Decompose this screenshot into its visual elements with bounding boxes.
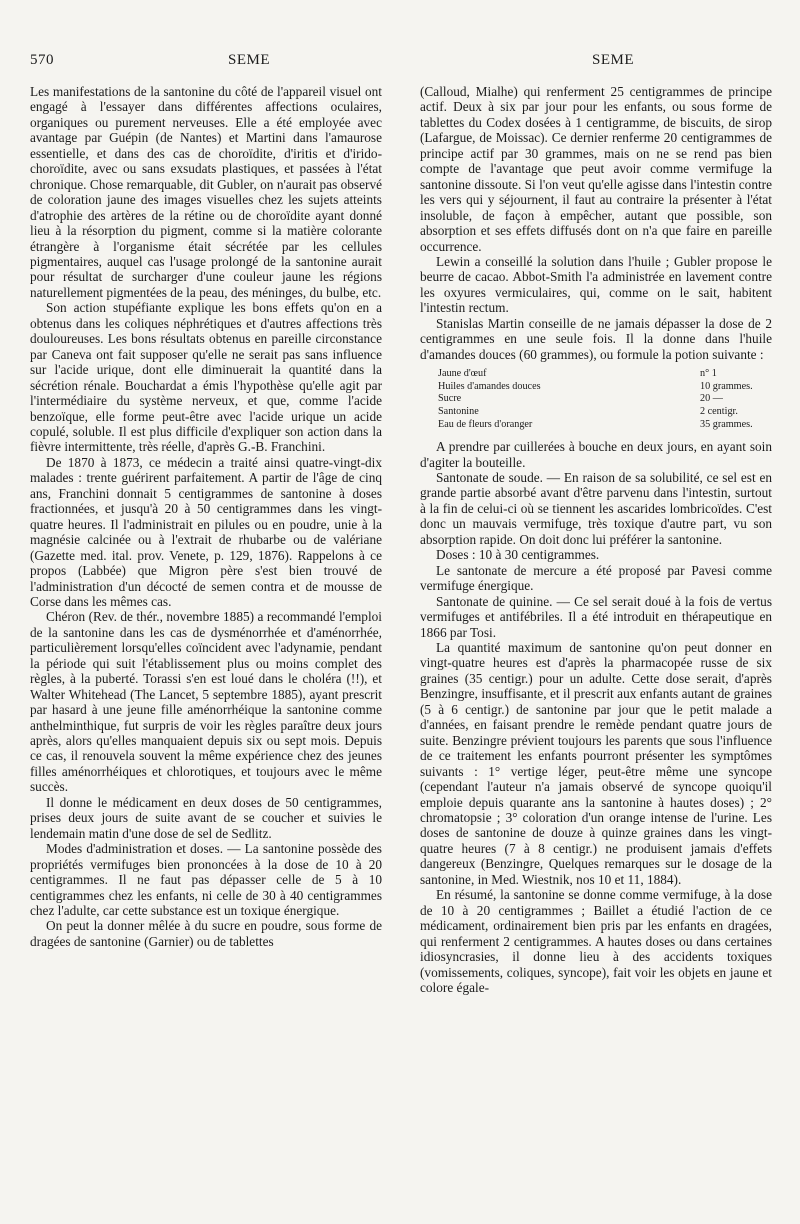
left-column (30, 84, 382, 949)
paragraph: Stanislas Martin conseille de ne jamais dépasser la dose de 2 centigrammes en une seule fois. Il la donne dans l'huile d'amandes douces (60 grammes), ou formule la potion suivante : (420, 315, 772, 362)
paragraph: On peut la donner mêlée à du sucre en poudre, sous forme de dragées de santonine (Garnier) ou de tablettes (30, 918, 382, 949)
paragraph: Les manifestations de la santonine du côté de l'appareil visuel ont engagé à l'essayer dans différentes affections oculaires, organiques ou purement nerveuses. Elle a été employée avec avantage par Guépin (de Nantes) et Martini dans l'amaurose essentielle, et dans des cas de choroïdite, d'iritis et d'irido-choroïdite, avec ou sans exsudats plastiques, et passées à l'état chronique. Chose remarquable, dit Gubler, on n'aurait pas observé de coloration jaune des images visuelles chez les sujets atteints d'atrophie des artères de la rétine ou de choroïdite ayant donné lieu à la résorption du pigment, comme si la matière colorante étrangère à l'organisme était sécrétée par les cellules pigmentaires, auquel cas l'usage prolongé de la santonine aurait pour résultat de surcharger d'une couleur jaune les régions naturellement pigmentées de la peau, des méninges, du bulbe, etc. (30, 84, 382, 300)
paragraph: Il donne le médicament en deux doses de 50 centigrammes, prises deux jours de suite avant de se coucher et suivies le lendemain matin d'une dose de sel de Sedlitz. (30, 794, 382, 841)
recipe-row (438, 368, 772, 381)
right-column (420, 84, 772, 995)
recipe-list (438, 368, 772, 431)
paragraph: Le santonate de mercure a été proposé par Pavesi comme vermifuge énergique. (420, 562, 772, 594)
paragraph: Santonate de soude. — En raison de sa solubilité, ce sel est en grande partie absorbé avant d'être parvenu dans l'intestin, surtout à la fin de celui-ci où se tiennent les ascarides lombricoïdes. C'est donc un mauvais vermifuge, très toxique d'autre part, vu son absorption rapide. On doit donc lui préférer la santonine. (420, 470, 772, 547)
paragraph: Chéron (Rev. de thér., novembre 1885) a recommandé l'emploi de la santonine dans les cas de dysménorrhée et d'aménorrhée, particulièrement lorsqu'elles coïncident avec l'adynamie, pendant la période qui suit l'établissement plus ou moins complet des règles, à la puberté. Torassi s'en est loué dans le choléra (!!), et Walter Whitehead (The Lancet, 5 septembre 1885), ayant prescrit par hasard à une jeune fille aménorrhéique la santonine comme anthelminthique, fut surpris de voir les règles paraître deux jours après, alors qu'elles manquaient depuis six ou sept mois. Depuis ce cas, il renouvela souvent la même expérience chez des jeunes filles aménorrhéiques et chlorotiques, et toujours avec le même succès. (30, 609, 382, 795)
recipe-ingredient: Santonine (438, 405, 479, 417)
paragraph: De 1870 à 1873, ce médecin a traité ainsi quatre-vingt-dix malades : trente guérirent parfaitement. A partir de l'âge de cinq ans, Franchini donnait 5 centigrammes de santonine à doses fractionnées, et jusqu'à 20 à 50 centigrammes dans les vingt-quatre heures. Il l'administrait en pilules ou en poudre, unie à la magnésie calcinée ou à l'extrait de rhubarbe ou de valériane (Gazette med. ital. prov. Venete, p. 129, 1876). Rappelons à ce propos (Labbée) que Migron père s'est bien trouvé de l'administration d'un décocté de semen contra et de mousse de Corse dans les mêmes cas. (30, 454, 382, 609)
recipe-row (438, 406, 772, 419)
recipe-ingredient: Eau de fleurs d'oranger (438, 418, 533, 430)
running-head-left: SEME (228, 52, 271, 68)
paragraph: Lewin a conseillé la solution dans l'huile ; Gubler propose le beurre de cacao. Abbot-Smith l'a administrée en lavement contre les oxyures vermiculaires, qui, comme on le sait, habitent l'intestin rectum. (420, 253, 772, 316)
recipe-quantity: 35 grammes. (700, 418, 753, 430)
recipe-row (438, 393, 772, 406)
paragraph: Modes d'administration et doses. — La santonine possède des propriétés vermifuges bien prononcées à la dose de 10 à 20 centigrammes. Il ne faut pas dépasser celle de 5 à 10 centigrammes chez les enfants, ni celle de 30 à 40 centigrammes chez l'adulte, car cette substance est un toxique énergique. (30, 841, 382, 919)
recipe-quantity: 2 centigr. (700, 405, 738, 417)
page-number: 570 (30, 52, 54, 68)
recipe-ingredient: Jaune d'œuf (438, 368, 487, 380)
paragraph: A prendre par cuillerées à bouche en deux jours, en ayant soin d'agiter la bouteille. (420, 439, 772, 470)
recipe-ingredient: Sucre (438, 393, 462, 405)
recipe-row (438, 381, 772, 394)
recipe-quantity: n° 1 (700, 368, 717, 380)
paragraph: En résumé, la santonine se donne comme vermifuge, à la dose de 10 à 20 centigrammes ; Baillet a étudié l'action de ce médicament, ordinairement bien pris par les enfants en dragées, qui renferment 2 centigrammes. A hautes doses ou dans certaines idiosyncrasies, il donne lieu à des accidents toxiques (vomissements, coliques, syncope), fait voir les objets en jaune et colore égale- (420, 887, 772, 995)
recipe-quantity: 10 grammes. (700, 380, 753, 392)
recipe-quantity: 20 — (700, 393, 723, 405)
paragraph: La quantité maximum de santonine qu'on peut donner en vingt-quatre heures est d'après la pharmacopée russe de six graines (35 centigr.) pour un adulte. Cette dose serait, d'après Benzingre, insuffisante, et il prescrit aux enfants autant de graines (5 à 6 centigr.) de santonine par jour que le petit malade a d'années, en faisant prendre le remède pendant quatre jours de suite. Benzingre prévient toujours les parents que sous l'influence de ce traitement les enfants pourront présenter les symptômes suivants : 1° vertige léger, peut-être même une syncope (cependant l'auteur n'a jamais observé de syncope quoiqu'il emploie depuis quarante ans la santonine à hautes doses) ; 2° chromatopsie ; 3° coloration d'un orange intense de l'urine. Les doses de santonine de douze à quinze graines dans les vingt-quatre heures (7 à 8 centigr.) ne produisent jamais d'effets dangereux (Benzingre, Quelques remarques sur le dosage de la santonine, in Med. Wiestnik, nos 10 et 11, 1884). (420, 640, 772, 887)
paragraph: Santonate de quinine. — Ce sel serait doué à la fois de vertus vermifuges et antifébriles. Il a été introduit en thérapeutique en 1866 par Tosi. (420, 593, 772, 640)
recipe-row (438, 419, 772, 432)
paragraph: Son action stupéfiante explique les bons effets qu'on en a obtenus dans les coliques néphrétiques et d'autres affections très douloureuses. Les bons résultats obtenus en pareille circonstance par Caneva ont fait supposer qu'elle ne serait pas sans influence sur l'acide urique, dont elle diminuerait la quantité dans la sécrétion rénale. Bouchardat a émis l'hypothèse qu'elle agit par l'intermédiaire du système nerveux, et que, comme l'acide benzoïque, elle forme peut-être avec l'acide urique un acide copulé, soluble. Il est plus difficile d'expliquer son action dans la fièvre intermittente, très réelle, d'après G.-B. Franchini. (30, 300, 382, 455)
recipe-ingredient: Huiles d'amandes douces (438, 380, 541, 392)
paragraph: (Calloud, Mialhe) qui renferment 25 centigrammes de principe actif. Deux à six par jour pour les enfants, ou sous forme de tablettes du Codex dosées à 1 centigramme, de biscuits, de sirop (Lafargue, de Moissac). Ce dernier renferme 20 centigrammes de principe actif par 30 grammes, mais on ne se rend pas bien compte de l'avantage que peut avoir comme vermifuge la santonine dissoute. Si l'on veut qu'elle agisse dans l'intestin contre les vers qui y séjournent, il faut au contraire la présenter à l'état insoluble, de façon à empêcher, autant que possible, son absorption et ses effets diffusés dont on n'a que faire en pareille occurrence. (420, 84, 772, 254)
paragraph: Doses : 10 à 30 centigrammes. (436, 547, 600, 563)
running-head-right: SEME (592, 52, 635, 68)
